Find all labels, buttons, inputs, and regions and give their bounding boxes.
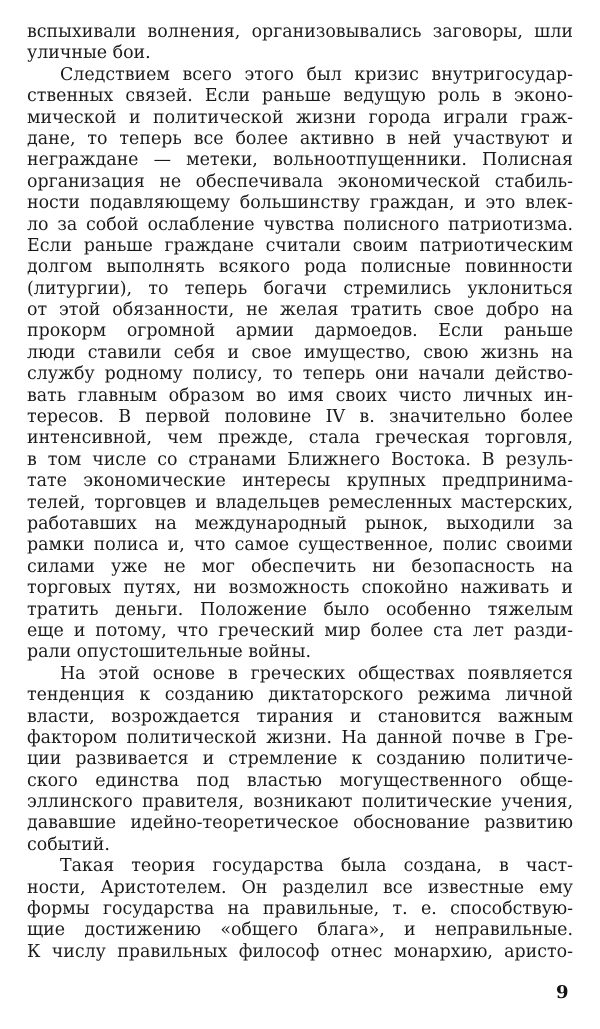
- text-line: неграждане — метеки, вольноотпущенники. Полисная: [27, 150, 573, 171]
- text-line: еще и потому, что греческий мир более ста лет разди-: [27, 620, 573, 641]
- text-line: ло за собой ослабление чувства полисного патриотизма.: [27, 214, 573, 235]
- text-line: работавших на международный рынок, выходили за: [27, 513, 573, 534]
- text-line: организация не обеспечивала экономической стабиль-: [27, 171, 573, 192]
- text-line: прокорм огромной армии дармоедов. Если раньше: [27, 321, 573, 342]
- text-line: дававшие идейно-теоретическое обоснование развитию: [27, 813, 573, 834]
- text-line: от этой обязанности, не желая тратить свое добро на: [27, 300, 573, 321]
- page-number: 9: [556, 982, 569, 1003]
- text-line: ности, Аристотелем. Он разделил все известные ему: [27, 877, 573, 898]
- text-line: интенсивной, чем прежде, стала греческая торговля,: [27, 428, 573, 449]
- text-line: вать главным образом во имя своих чисто личных ин-: [27, 385, 573, 406]
- text-line: мической и политической жизни города играли граж-: [27, 107, 573, 128]
- text-line: тате экономические интересы крупных предпринима-: [27, 471, 573, 492]
- text-line: силами уже не мог обеспечить ни безопасность на: [27, 556, 573, 577]
- text-line: ции развивается и стремление к созданию политиче-: [27, 749, 573, 770]
- text-line: ственных связей. Если раньше ведущую роль в эконо-: [27, 86, 573, 107]
- text-line: тратить деньги. Положение было особенно тяжелым: [27, 599, 573, 620]
- text-line: фактором политической жизни. На данной почве в Гре-: [27, 727, 573, 748]
- text-line: Если раньше граждане считали своим патриотическим: [27, 235, 573, 256]
- text-line: Следствием всего этого был кризис внутригосудар-: [60, 64, 573, 85]
- text-line: ского единства под властью могущественного обще-: [27, 770, 573, 791]
- text-line: ности подавляющему большинству граждан, и это влек-: [27, 193, 573, 214]
- text-line: службу родному полису, то теперь они начали действо-: [27, 364, 573, 385]
- text-line: торговых путях, ни возможность спокойно наживать и: [27, 578, 573, 599]
- text-line: событий.: [27, 834, 110, 855]
- text-line: тересов. В первой половине IV в. значительно более: [27, 407, 573, 428]
- text-line: дане, то теперь все более активно в ней участвуют и: [27, 128, 573, 149]
- text-line: телей, торговцев и владельцев ремесленных мастерских,: [27, 492, 573, 513]
- text-line: К числу правильных философ отнес монархию, аристо-: [27, 941, 573, 962]
- text-line: долгом выполнять всякого рода полисные повинности: [27, 257, 573, 278]
- text-line: люди ставили себя и свое имущество, свою жизнь на: [27, 342, 573, 363]
- text-line: в том числе со странами Ближнего Востока. В резуль-: [27, 449, 573, 470]
- text-line: тенденция к созданию диктаторского режима личной: [27, 685, 573, 706]
- text-line: рамки полиса и, что самое существенное, полис своими: [27, 535, 573, 556]
- text-line: формы государства на правильные, т. е. способствую-: [27, 899, 573, 920]
- text-line: На этой основе в греческих обществах появляется: [60, 663, 573, 684]
- text-line: рали опустошительные войны.: [27, 642, 312, 663]
- page-text: [27, 22, 573, 963]
- text-line: (литургии), то теперь богачи стремились уклониться: [27, 278, 573, 299]
- text-line: уличные бои.: [27, 43, 151, 64]
- text-line: эллинского правителя, возникают политические учения,: [27, 792, 573, 813]
- text-line: вспыхивали волнения, организовывались заговоры, шли: [27, 22, 573, 42]
- text-line: щие достижению «общего блага», и неправильные.: [27, 920, 573, 941]
- text-line: Такая теория государства была создана, в част-: [60, 856, 573, 877]
- text-line: власти, возрождается тирания и становится важным: [27, 706, 573, 727]
